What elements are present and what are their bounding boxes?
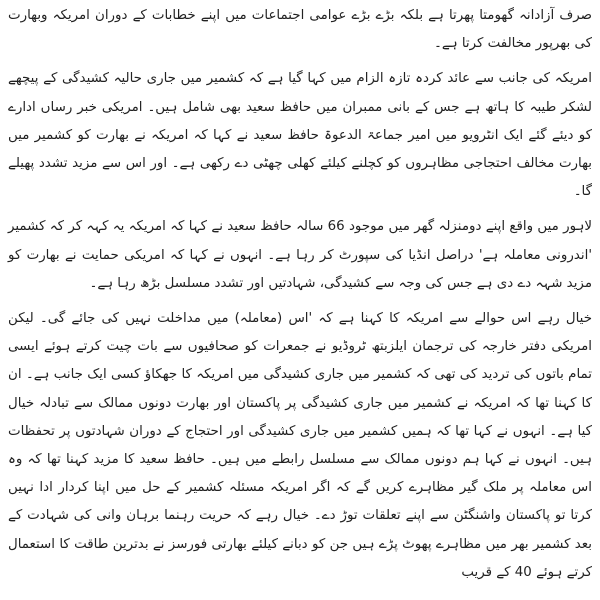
paragraph-4: خیال رہے اس حوالے سے امریکہ کا کہنا ہے کہ 'اس (معاملہ) میں مداخلت نہیں کی جائے گی۔ لیکن امریکی دفتر خارجہ کی ترجمان ایلزبتھ ٹروڈیو نے جمعرات کو صحافیوں سے بات چیت کرتے ہوئے ایسی تمام باتوں کی تردید کی تھی کہ کشمیر میں جاری کشیدگی میں امریکہ کا جھکاؤ کسی ایک جانب ہے۔ ان کا کہنا تھا کہ امریکہ نے کشمیر میں جاری کشیدگی پر پاکستان اور بھارت دونوں ممالک سے تبادلہ خیال کیا ہے۔ انہوں نے کہا تھا کہ ہمیں کشمیر میں جاری کشیدگی اور احتجاج کے دوران شہادتوں پر تحفظات ہیں۔ انہوں نے کہا ہم دونوں ممالک سے مسلسل رابطے میں ہیں۔ حافظ سعید کا مزید کہنا تھا کہ وہ اس معاملہ پر ملک گیر مظاہرے کریں گے کہ اگر امریکہ مسئلہ کشمیر کے حل میں اپنا کردار ادا نہیں کرتا تو پاکستان واشنگٹن سے اپنے تعلقات توڑ دے۔ خیال رہے کہ حریت رہنما برہان وانی کی شہادت کے بعد کشمیر بھر میں مظاہرے پھوٹ پڑے ہیں جن کو دبانے کیلئے بھارتی فورسز نے بدترین طاقت کا استعمال کرتے ہوئے 40 کے قریب (8, 311, 592, 580)
paragraph-1: صرف آزادانہ گھومتا پھرتا ہے بلکہ بڑے بڑے عوامی اجتماعات میں اپنے خطابات کے دوران امریکہ وبھارت کی بھرپور مخالفت کرتا ہے۔ (8, 8, 592, 52)
article-body (8, 2, 592, 594)
paragraph-3: لاہور میں واقع اپنے دومنزلہ گھر میں موجود 66 سالہ حافظ سعید نے کہا کہ امریکہ یہ کہہ کر کہ کشمیر 'اندرونی معاملہ ہے' دراصل انڈیا کی سپورٹ کر رہا ہے۔ انہوں نے کہا کہ امریکی حمایت نے بھارت کو مزید شہہ دے دی ہے جس کی وجہ سے کشیدگی، شہادتیں اور تشدد مسلسل بڑھ رہا ہے۔ (8, 219, 592, 291)
paragraph-2: امریکہ کی جانب سے عائد کردہ تازہ الزام میں کہا گیا ہے کہ کشمیر میں جاری حالیہ کشیدگی کے پیچھے لشکر طیبہ کا ہاتھ ہے جس کے بانی ممبران میں حافظ سعید بھی شامل ہیں۔ امریکی خبر رساں ادارے کو دیئے گئے ایک انٹرویو میں امیر جماعۃ الدعوۃ حافظ سعید نے کہا کہ امریکہ نے بھارت کو کشمیر میں بھارت مخالف احتجاجی مظاہروں کو کچلنے کیلئے کھلی چھٹی دے رکھی ہے۔ اور اس سے مزید تشدد پھیلے گا۔ (8, 71, 592, 200)
